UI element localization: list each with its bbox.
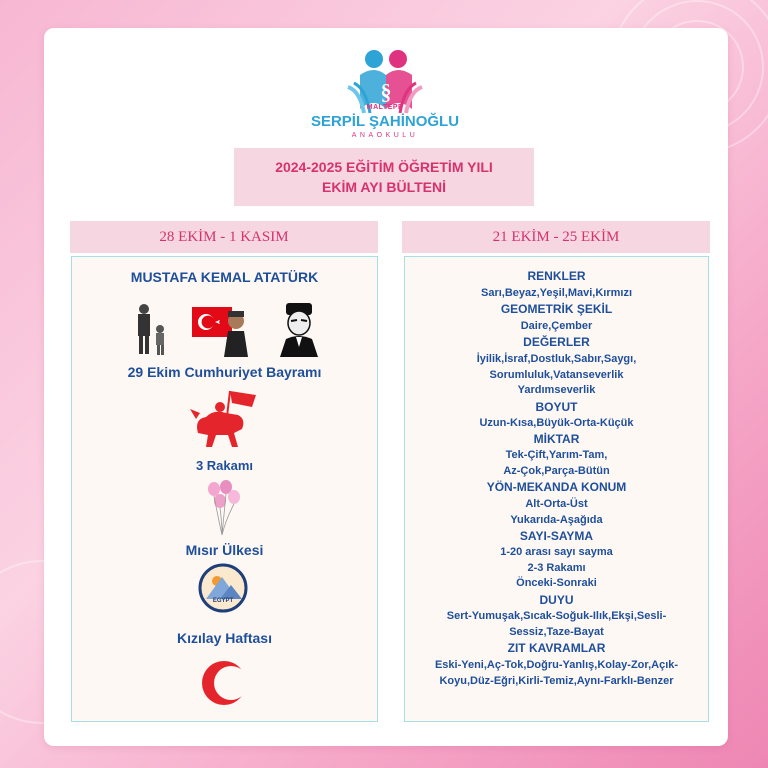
title-line-1: 2024-2025 EĞİTİM ÖĞRETİM YILI (275, 159, 493, 175)
flag-and-ataturk-icon (192, 301, 248, 357)
section-heading: YÖN-MEKANDA KONUM (486, 480, 627, 494)
logo-school-name: SERPİL ŞAHİNOĞLU (310, 113, 460, 130)
section-text: Eski-Yeni,Aç-Tok,Doğru-Yanlış,Kolay-Zor,Açık- (434, 659, 679, 671)
topic-egypt: Mısır Ülkesi (185, 542, 264, 558)
right-column-header: 21 EKİM - 25 EKİM (402, 221, 710, 253)
section-heading: BOYUT (535, 400, 578, 414)
ataturk-with-child-photo-icon (130, 301, 176, 357)
section-text: 2-3 Rakamı (527, 562, 586, 574)
section-text: Alt-Orta-Üst (525, 498, 588, 510)
section-text: Tek-Çift,Yarım-Tam, (505, 449, 608, 461)
section-text: Yardımseverlik (517, 384, 596, 396)
section-heading: DEĞERLER (523, 335, 590, 349)
bulletin-title (234, 148, 534, 206)
section-text: Sessiz,Taze-Bayat (509, 626, 604, 638)
egypt-badge-label: EGYPT (212, 598, 234, 604)
section-heading: DUYU (539, 593, 574, 607)
section-heading: MİKTAR (533, 432, 580, 446)
section-text: Uzun-Kısa,Büyük-Orta-Küçük (479, 417, 634, 429)
topic-number-three: 3 Rakamı (195, 458, 254, 473)
pyramids-icon (198, 563, 248, 613)
left-column-header: 28 EKİM - 1 KASIM (70, 221, 378, 253)
section-text: Daire,Çember (520, 320, 593, 332)
section-text: Koyu,Düz-Eğri,Kirli-Temiz,Aynı-Farklı-Benzer (439, 675, 674, 687)
balloons-icon (204, 479, 244, 537)
red-crescent-icon (198, 657, 250, 709)
section-heading: SAYI-SAYMA (519, 529, 594, 543)
topic-republic-day: 29 Ekim Cumhuriyet Bayramı (127, 364, 322, 380)
section-text: İyilik,İsraf,Dostluk,Sabır,Saygı, (476, 353, 637, 365)
topic-red-crescent: Kızılay Haftası (177, 630, 272, 646)
title-line-2: EKİM AYI BÜLTENİ (322, 179, 446, 195)
left-column-box (71, 256, 378, 722)
egypt-badge (198, 563, 248, 613)
ataturk-portrait-icon (276, 301, 322, 357)
section-text: Sarı,Beyaz,Yeşil,Mavi,Kırmızı (480, 287, 633, 299)
section-text: Önceki-Sonraki (516, 577, 597, 589)
logo-location: MALTEPE (366, 104, 404, 111)
section-text: 1-20 arası sayı sayma (500, 546, 613, 558)
horseman-with-flag-icon (190, 389, 262, 451)
section-heading: ZIT KAVRAMLAR (507, 641, 606, 655)
logo-kindergarten: ANAOKULU (351, 132, 419, 139)
section-text: Sert-Yumuşak,Sıcak-Soğuk-Ilık,Ekşi,Sesli- (446, 610, 667, 622)
section-text: Yukarıda-Aşağıda (510, 514, 603, 526)
section-text: Sorumluluk,Vatanseverlik (489, 369, 624, 381)
section-heading: RENKLER (527, 269, 586, 283)
right-column-box (404, 256, 709, 722)
svg-text:§: § (380, 79, 392, 104)
topic-ataturk: MUSTAFA KEMAL ATATÜRK (130, 269, 319, 285)
section-heading: GEOMETRİK ŞEKİL (500, 302, 613, 316)
section-text: Az-Çok,Parça-Bütün (503, 465, 610, 477)
